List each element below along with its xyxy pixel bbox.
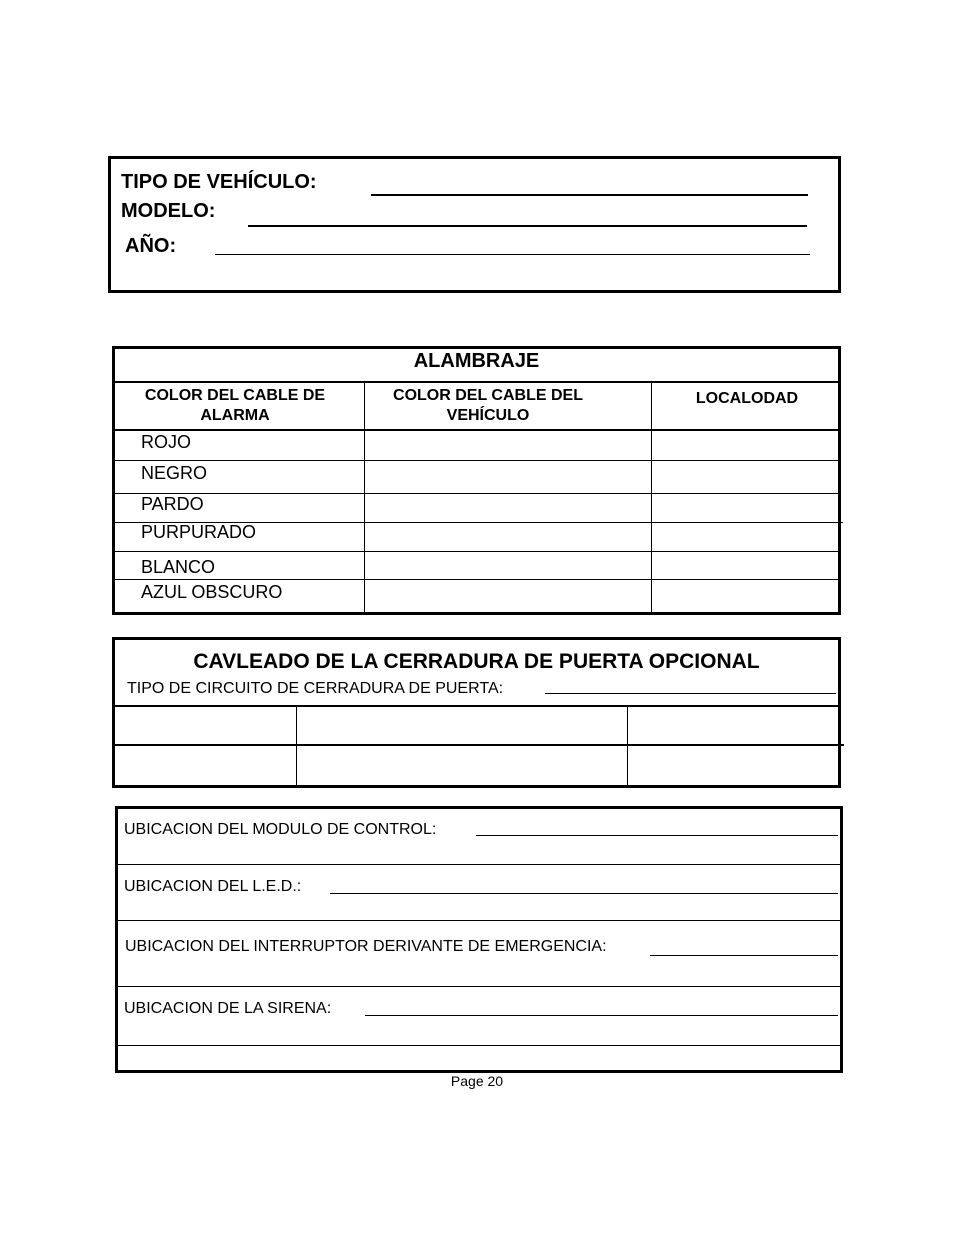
wire-row-brown: PARDO <box>141 494 204 514</box>
door-lock-circuit-label: TIPO DE CIRCUITO DE CERRADURA DE PUERTA: <box>127 680 504 697</box>
control-module-location-field[interactable] <box>476 835 838 836</box>
vehicle-type-label: TIPO DE VEHÍCULO: <box>121 171 317 193</box>
wiring-col-divider-1 <box>364 383 365 612</box>
column-header-vehicle-wire: COLOR DEL CABLE DEL VEHÍCULO <box>393 387 583 424</box>
model-label: MODELO: <box>121 200 216 222</box>
wiring-row-divider <box>114 493 839 494</box>
led-location-label: UBICACION DEL L.E.D.: <box>124 878 302 895</box>
wiring-title-divider <box>114 381 839 383</box>
wiring-col-divider-2 <box>651 383 652 612</box>
wiring-row-divider <box>114 460 839 461</box>
door-lock-col-divider-2 <box>627 706 628 786</box>
wire-row-white: BLANCO <box>141 557 216 577</box>
siren-location-field[interactable] <box>365 1015 838 1016</box>
year-label: AÑO: <box>125 235 177 257</box>
wiring-row-divider <box>114 551 839 552</box>
override-switch-location-field[interactable] <box>650 955 838 956</box>
column-header-alarm-wire: COLOR DEL CABLE DE ALARMA <box>144 387 326 424</box>
wiring-table-title: ALAMBRAJE <box>413 350 540 372</box>
locations-row-divider <box>117 920 841 921</box>
wire-row-dark-blue: AZUL OBSCURO <box>141 582 283 602</box>
page-number: Page 20 <box>450 1073 504 1089</box>
door-lock-row-divider <box>114 744 844 746</box>
wiring-header-divider <box>114 429 839 431</box>
wire-row-red: ROJO <box>141 432 192 452</box>
year-field[interactable] <box>215 254 810 255</box>
door-lock-title: CAVLEADO DE LA CERRADURA DE PUERTA OPCIONAL <box>193 650 760 673</box>
siren-location-label: UBICACION DE LA SIRENA: <box>124 1000 332 1017</box>
control-module-location-label: UBICACION DEL MODULO DE CONTROL: <box>124 821 437 838</box>
locations-row-divider <box>117 864 841 865</box>
wire-row-purple: PURPURADO <box>141 522 257 542</box>
column-header-location: LOCALODAD <box>695 390 799 407</box>
model-field[interactable] <box>248 225 807 227</box>
override-switch-location-label: UBICACION DEL INTERRUPTOR DERIVANTE DE EMERGENCIA: <box>125 938 607 955</box>
locations-row-divider <box>117 1045 841 1046</box>
wire-row-black: NEGRO <box>141 463 208 483</box>
door-lock-col-divider-1 <box>296 706 297 786</box>
wiring-row-divider <box>114 579 839 580</box>
locations-row-divider <box>117 986 841 987</box>
led-location-field[interactable] <box>330 893 838 894</box>
door-lock-circuit-field[interactable] <box>545 693 836 694</box>
door-lock-header-divider <box>114 705 839 707</box>
vehicle-type-field[interactable] <box>371 194 808 196</box>
